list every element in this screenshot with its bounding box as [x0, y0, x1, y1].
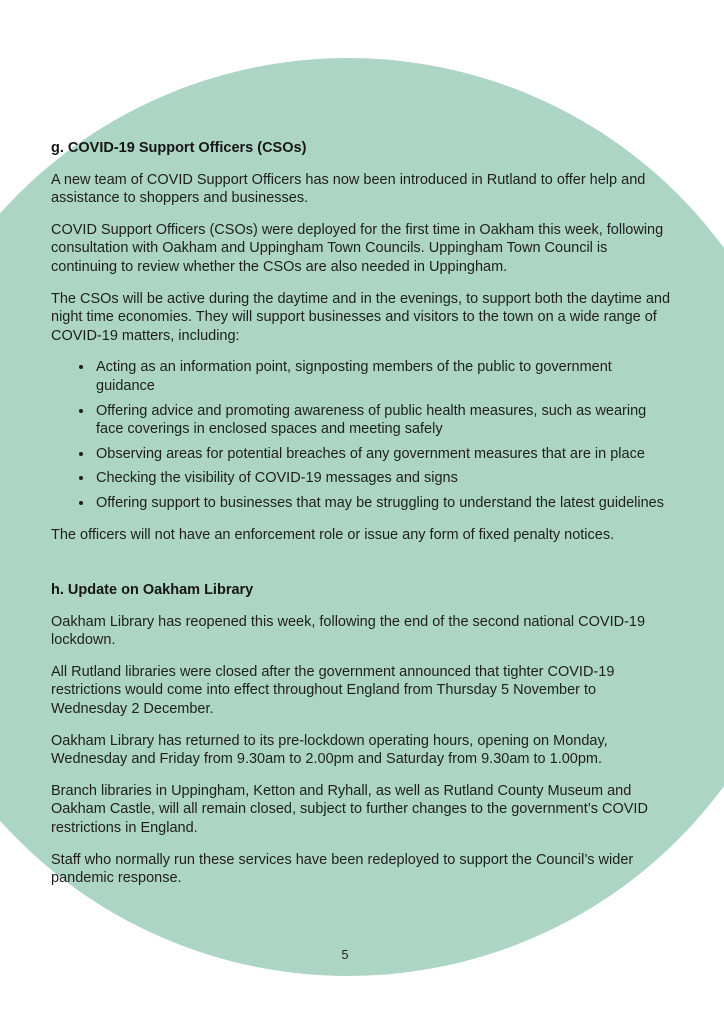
paragraph: A new team of COVID Support Officers has now been introduced in Rutland to offer help and assistance to shoppers and businesses. — [51, 171, 646, 207]
bullet-item: • Acting as an information point, signposting members of the public to government guidance — [94, 358, 673, 395]
paragraph: The CSOs will be active during the daytime and in the evenings, to support both the daytime and night time economies. They will support businesses and visitors to the town on a wide range of COVID-19 matters, including: — [51, 290, 671, 344]
paragraph: Staff who normally run these services have been redeployed to support the Council’s wider pandemic response. — [51, 851, 634, 887]
section-covid-support-officers — [51, 139, 673, 544]
section-oakham-library — [51, 581, 673, 888]
paragraph: COVID Support Officers (CSOs) were deployed for the first time in Oakham this week, following consultation with Oakham and Uppingham Town Councils. Uppingham Town Council is continuing to review whether the CSOs are also needed in Uppingham. — [51, 221, 664, 275]
page-content — [51, 139, 673, 901]
paragraph: All Rutland libraries were closed after the government announced that tighter COVID-19 restrictions would come into effect throughout England from Thursday 5 November to Wednesday 2 December. — [51, 663, 615, 718]
bullet-item: • Observing areas for potential breaches of any government measures that are in place — [94, 445, 673, 464]
paragraph: Branch libraries in Uppingham, Ketton and Ryhall, as well as Rutland County Museum and Oakham Castle, will all remain closed, subject to further changes to the government’s COVID restrictions in England. — [51, 782, 648, 837]
cso-duties-bullet-list — [51, 358, 673, 512]
paragraph: Oakham Library has reopened this week, following the end of the second national COVID-19 lockdown. — [51, 613, 646, 649]
paragraph: Oakham Library has returned to its pre-lockdown operating hours, opening on Monday, Wednesday and Friday from 9.30am to 2.00pm and Saturday from 9.30am to 1.00pm. — [51, 732, 608, 768]
section-heading-csos: g. COVID-19 Support Officers (CSOs) — [51, 140, 307, 156]
bullet-item: • Offering advice and promoting awareness of public health measures, such as wearing face coverings in enclosed spaces and meeting safely — [94, 402, 673, 439]
paragraph: The officers will not have an enforcement role or issue any form of fixed penalty notices. — [51, 526, 615, 543]
bullet-item: • Offering support to businesses that may be struggling to understand the latest guidelines — [94, 494, 673, 513]
bullet-item: • Checking the visibility of COVID-19 messages and signs — [94, 469, 673, 488]
section-heading-library: h. Update on Oakham Library — [51, 582, 254, 599]
page-number: 5 — [341, 948, 349, 962]
